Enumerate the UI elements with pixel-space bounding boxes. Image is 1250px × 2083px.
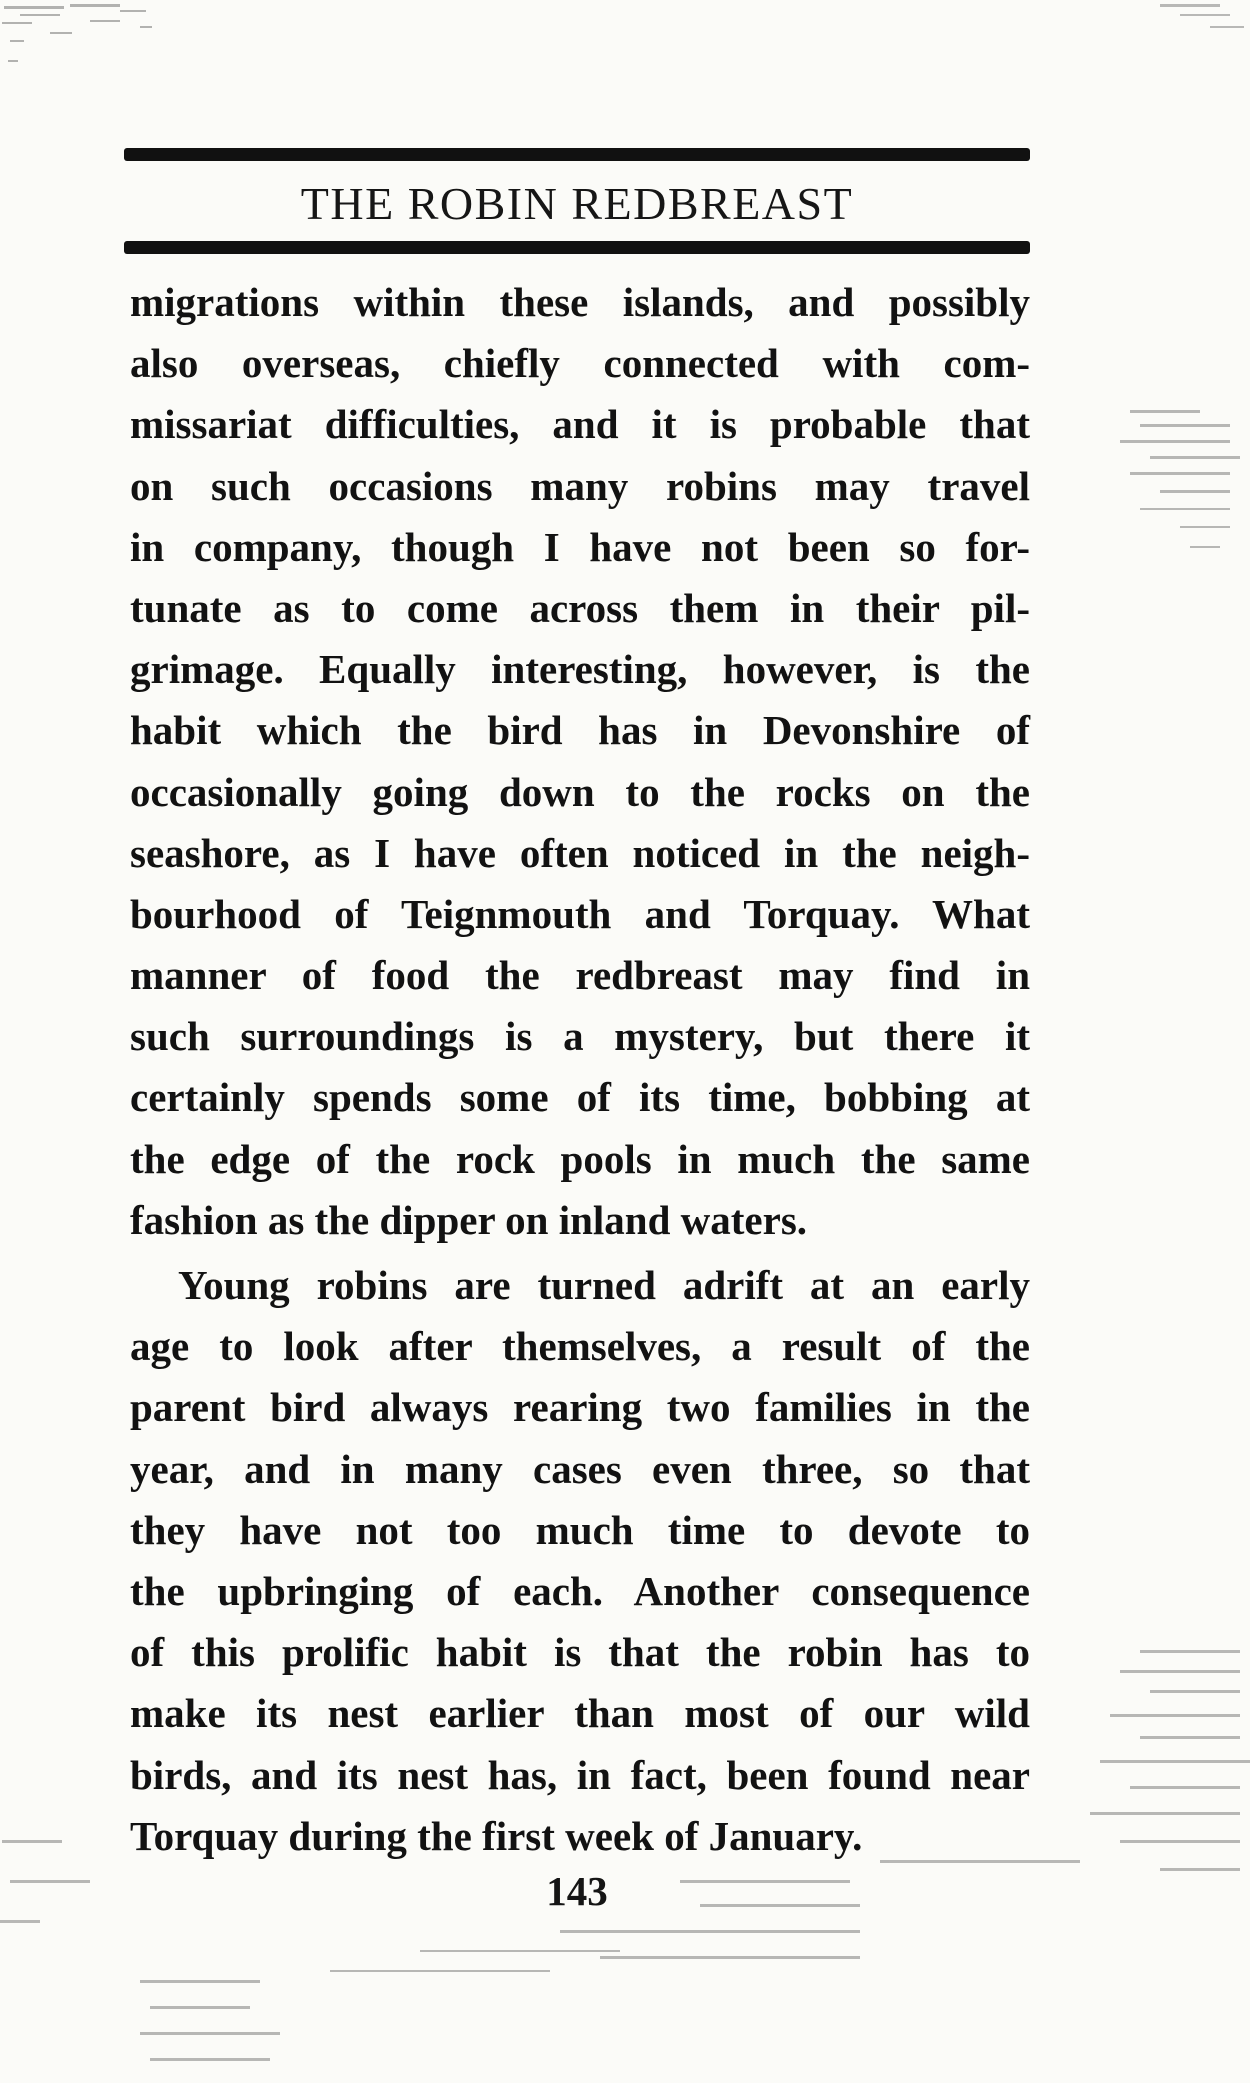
text-line: habit which the bird has in Devonshire of (130, 707, 1030, 754)
text-line: they have not too much time to devote to (130, 1506, 1030, 1553)
text-line: occasionally going down to the rocks on the (130, 768, 1030, 815)
running-head: THE ROBIN REDBREAST (300, 178, 854, 229)
text-line: make its nest earlier than most of our wild (130, 1690, 1030, 1737)
text-line: on such occasions many robins may travel (130, 462, 1030, 509)
text-line: of this prolific habit is that the robin has to (130, 1629, 1030, 1676)
text-line: birds, and its nest has, in fact, been found near (130, 1751, 1030, 1798)
scan-noise-right-middle (1110, 400, 1250, 580)
text-line: Young robins are turned adrift at an early (178, 1262, 1030, 1308)
body-text (130, 272, 1030, 1867)
text-line: parent bird always rearing two families in the (130, 1384, 1030, 1431)
text-line: migrations within these islands, and possibly (130, 279, 1030, 325)
text-line: age to look after themselves, a result of the (130, 1323, 1030, 1370)
text-line: fashion as the dipper on inland waters. (130, 1196, 808, 1243)
text-line: in company, though I have not been so for- (130, 523, 1030, 570)
text-line: the edge of the rock pools in much the same (130, 1135, 1030, 1182)
text-line: manner of food the redbreast may find in (130, 952, 1030, 999)
scan-noise-top-right (1150, 0, 1250, 60)
header-rule-bottom (124, 241, 1030, 254)
text-line: grimage. Equally interesting, however, is the (130, 646, 1030, 693)
text-line: seashore, as I have often noticed in the neigh- (130, 829, 1030, 876)
scan-noise-right-bottom (1080, 1640, 1250, 1940)
text-line: year, and in many cases even three, so that (130, 1445, 1030, 1492)
paragraph-2 (130, 1255, 1030, 1867)
text-line: certainly spends some of its time, bobbing at (130, 1074, 1030, 1121)
scan-noise-top-left (0, 0, 200, 110)
text-line: Torquay during the first week of January. (130, 1812, 863, 1859)
text-line: such surroundings is a mystery, but there it (130, 1013, 1030, 1060)
page-number: 143 (546, 1868, 608, 1914)
header-rule-top (124, 148, 1030, 161)
text-line: bourhood of Teignmouth and Torquay. What (130, 890, 1030, 937)
text-line: also overseas, chiefly connected with com- (130, 340, 1030, 387)
text-line: tunate as to come across them in their pil- (130, 584, 1030, 631)
text-line: missariat difficulties, and it is probable that (130, 401, 1030, 448)
paragraph-1 (130, 272, 1030, 1251)
text-line: the upbringing of each. Another consequence (130, 1567, 1030, 1614)
